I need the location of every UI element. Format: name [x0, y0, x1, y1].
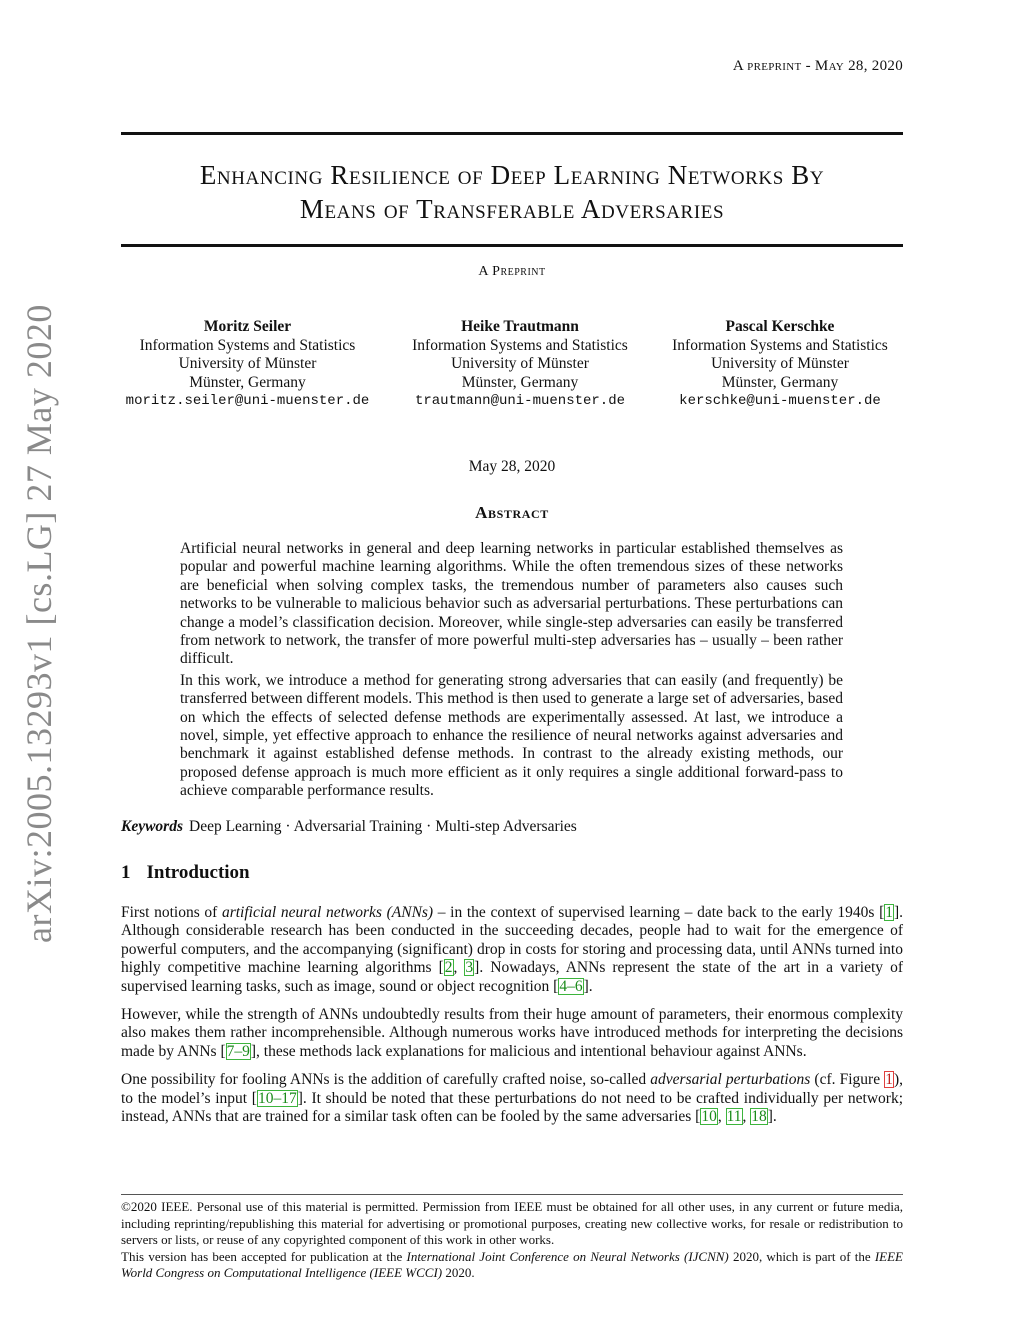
citation-link[interactable]: 18 [751, 1108, 767, 1126]
section-title: Introduction [146, 862, 250, 883]
citation-link[interactable]: 2 [444, 959, 453, 977]
text-run: ]. [767, 1108, 777, 1126]
author-university: University of Münster [178, 355, 317, 372]
citation-link[interactable]: 10–17 [257, 1089, 297, 1107]
footnote-paragraph-2 [121, 1249, 903, 1282]
text-run: ]. Although considerable research has been conducted in the succeeding decades, people had to wait for the emergence of powerful computers, and the accompanying (significant) drop in costs for storing and processing data, until ANNs turned into highly competitive machine learning algorithms [ [121, 904, 904, 977]
author-2 [395, 318, 645, 411]
citation-link[interactable]: 10 [701, 1108, 717, 1126]
figure-link[interactable]: 1 [885, 1071, 893, 1089]
text-run: – in the context of supervised learning – date back to the early 1940s [ [433, 904, 885, 921]
citation-link[interactable]: 11 [726, 1108, 742, 1126]
title-line-2: Means of Transferable Adversaries [299, 194, 725, 224]
text-run: 2020. [442, 1265, 475, 1280]
footnote-paragraph-1: ©2020 IEEE. Personal use of this material is permitted. Permission from IEEE must be obtained for all other uses, in any current or future media, including reprinting/republishing this material for advertising or promotional purposes, creating new collective works, for resale or redistribution to servers or lists, or reuse of any copyrighted component of this work in other works. [121, 1199, 903, 1247]
title-line-1: Enhancing Resilience of Deep Learning Networks By [199, 160, 825, 190]
text-run: (cf. Figure [810, 1071, 885, 1089]
intro-paragraph-3 [121, 1071, 903, 1126]
preprint-label: A Preprint [478, 264, 546, 279]
author-name: Heike Trautmann [461, 318, 579, 335]
author-location: Münster, Germany [461, 373, 579, 391]
arxiv-identifier-stamp: arXiv:2005.13293v1 [cs.LG] 27 May 2020 [19, 304, 59, 943]
author-email[interactable]: moritz.seiler@uni-muenster.de [125, 393, 370, 409]
section-heading-introduction [121, 862, 250, 884]
author-email[interactable]: kerschke@uni-muenster.de [679, 393, 881, 409]
paper-title [121, 158, 903, 226]
intro-paragraph-1 [121, 904, 903, 996]
text-run: First notions of [121, 904, 222, 921]
author-affiliation: Information Systems and Statistics [139, 336, 356, 354]
text-run: This version has been accepted for publication at the [121, 1248, 407, 1264]
intro-paragraph-2 [121, 1006, 903, 1061]
text-run: One possibility for fooling ANNs is the addition of carefully crafted noise, so-called [121, 1071, 651, 1089]
abstract-paragraph-1: Artificial neural networks in general and deep learning networks in particular established themselves as popular and powerful machine learning algorithms. While the often tremendous sizes of these networks are beneficial when solving complex tasks, the tremendous number of parameters also causes such networks to be vulnerable to malicious behavior such as adversarial perturbations. These perturbations can change a model’s classification decision. Moreover, while single-step adversaries can easily be transferred from network to network, the transfer of more powerful multi-step adversaries has – usually – been rather difficult. [180, 540, 843, 668]
keywords-line [121, 818, 903, 836]
title-top-rule [121, 132, 903, 135]
abstract-heading: Abstract [475, 503, 549, 522]
introduction-body [121, 904, 903, 1136]
emphasis-term: adversarial perturbations [650, 1071, 811, 1089]
emphasis-term: artificial neural networks (ANNs) [221, 904, 434, 921]
citation-link[interactable]: 3 [465, 959, 474, 977]
author-1 [110, 318, 385, 411]
emphasis-term: International Joint Conference on Neural Networks (IJCNN) [406, 1248, 729, 1264]
text-run: ), to the model’s input [ [121, 1071, 903, 1107]
text-run: , [717, 1108, 726, 1126]
text-run: , [742, 1108, 751, 1126]
copyright-footnote [121, 1199, 903, 1282]
author-name: Moritz Seiler [203, 318, 292, 335]
author-university: University of Münster [711, 355, 849, 372]
abstract-paragraph-2: In this work, we introduce a method for generating strong adversaries that can easily (and frequently) be transferred between different models. This method is then used to generate a large set of adversaries, based on which the effects of selected defense methods are experimentally assessed. At last, we introduce a novel, simple, yet effective approach to enhance the resilience of neural networks against adversaries and benchmark it against established defense methods. In contrast to the already existing methods, our proposed defense approach is much more efficient as it only requires a single additional forward-pass to achieve comparable performance results. [180, 671, 843, 800]
title-bottom-rule [121, 244, 903, 247]
text-run: ]. [583, 977, 593, 995]
author-affiliation: Information Systems and Statistics [412, 336, 628, 354]
author-name: Pascal Kerschke [725, 318, 835, 335]
author-email[interactable]: trautmann@uni-muenster.de [414, 393, 626, 409]
author-affiliation: Information Systems and Statistics [672, 336, 888, 354]
text-run: ], these methods lack explanations for malicious and intentional behaviour against ANNs. [250, 1042, 807, 1060]
citation-link[interactable]: 4–6 [559, 977, 583, 995]
keywords-text: Deep Learning · Adversarial Training · Multi-step Adversaries [189, 818, 577, 835]
author-location: Münster, Germany [721, 373, 839, 391]
text-run: However, while the strength of ANNs undoubtedly results from their huge amount of parameters, their enormous complexity also makes them rather incomprehensible. Although numerous works have introduced methods for interpreting the decisions made by ANNs [ [121, 1006, 903, 1060]
footnote-rule [121, 1194, 903, 1195]
emphasis-term: IEEE World Congress on Computational Intelligence (IEEE WCCI) [121, 1248, 903, 1280]
author-university: University of Münster [451, 355, 589, 372]
text-run: , [453, 959, 465, 977]
section-number: 1 [121, 862, 131, 883]
citation-link[interactable]: 7–9 [226, 1042, 250, 1060]
citation-link[interactable]: 1 [885, 904, 893, 921]
text-run: 2020, which is part of the [728, 1248, 875, 1264]
abstract-body [180, 540, 843, 804]
author-3 [655, 318, 905, 411]
text-run: ]. It should be noted that these perturbations do not need to be crafted individually per network; instead, ANNs that are trained for a similar task often can be fooled by the same adversaries [ [121, 1089, 903, 1126]
keywords-label: Keywords [121, 818, 183, 835]
text-run: ]. Nowadays, ANNs represent the state of the art in a variety of supervised learning tasks, such as image, sound or object recognition [ [121, 959, 903, 995]
paper-date: May 28, 2020 [468, 458, 556, 475]
author-location: Münster, Germany [189, 373, 306, 391]
running-header: A preprint - May 28, 2020 [732, 58, 903, 74]
author-block [121, 318, 903, 411]
